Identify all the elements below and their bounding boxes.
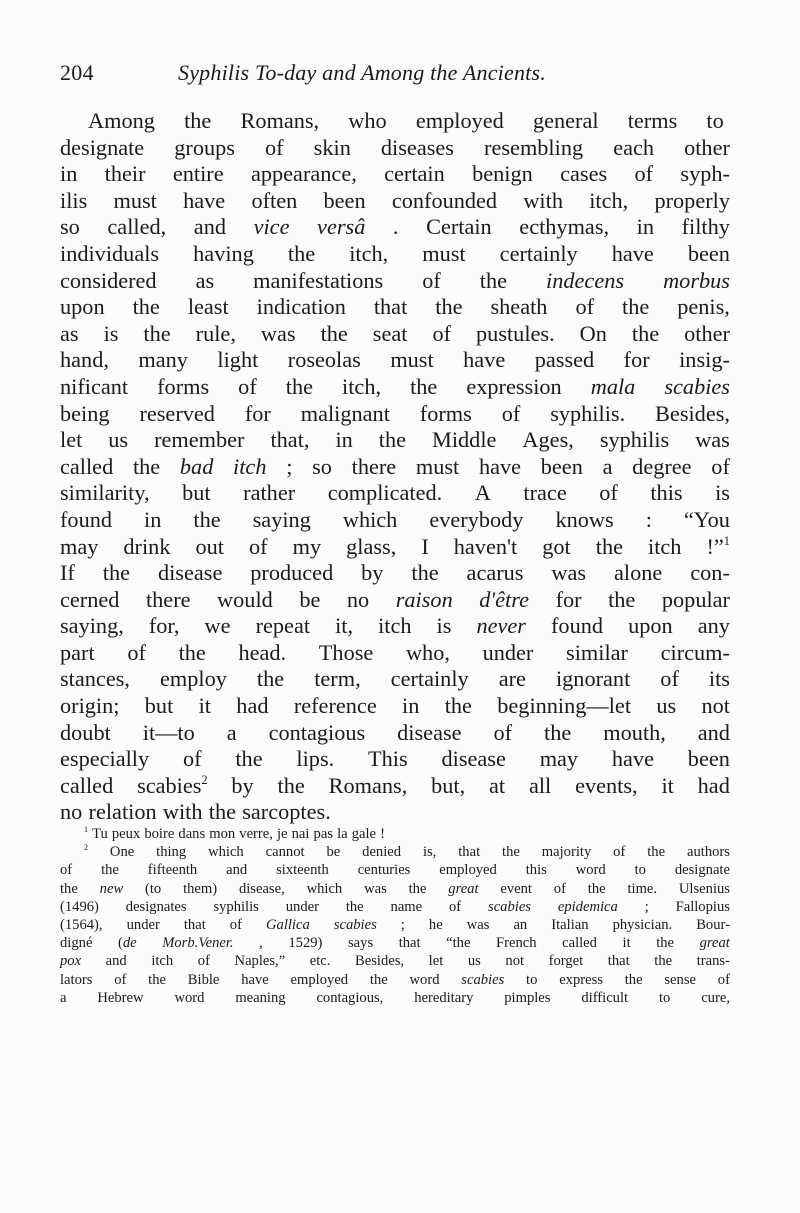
text-line: may drink out of my glass, I haven't got the itch !”$^1$ — [60, 533, 730, 559]
text-line: hand, many light roseolas must have passed for insig- — [60, 347, 730, 373]
text-line: in their entire appearance, certain benign cases of syph- — [60, 161, 730, 187]
text-line: so called, and vice versâ . Certain ecthymas, in filthy — [60, 214, 730, 240]
text-line: a Hebrew word meaning contagious, hereditary pimples difficult to cure, — [60, 989, 730, 1006]
text-line: let us remember that, in the Middle Ages, syphilis was — [60, 427, 730, 453]
text-line: $^2$ One thing which cannot be denied is, that the majority of the authors — [84, 843, 730, 861]
text-line: individuals having the itch, must certainly have been — [60, 240, 730, 266]
text-line: considered as manifestations of the indecens morbus — [60, 267, 730, 293]
text-line: called the bad itch ; so there must have been a degree of — [60, 453, 730, 479]
text-line: being reserved for malignant forms of syphilis. Besides, — [60, 400, 730, 426]
text-line: similarity, but rather complicated. A trace of this is — [60, 480, 730, 506]
page-header — [60, 60, 730, 94]
text-line: doubt it—to a contagious disease of the mouth, and — [60, 719, 730, 745]
text-line: If the disease produced by the acarus was alone con- — [60, 560, 730, 586]
text-line: lators of the Bible have employed the word scabies to express the sense of — [60, 971, 730, 988]
text-line: (1496) designates syphilis under the name of scabies epidemica ; Fallopius — [60, 898, 730, 915]
text-line: especially of the lips. This disease may have been — [60, 746, 730, 772]
running-title: Syphilis To-day and Among the Ancients. — [178, 60, 546, 85]
body-text — [60, 108, 730, 826]
text-line: found in the saying which everybody knows : “You — [60, 506, 730, 532]
text-line: cerned there would be no raison d'être for the popular — [60, 586, 730, 612]
text-line: $^1$ Tu peux boire dans mon verre, je nai pas la gale ! — [84, 824, 385, 842]
text-line: Among the Romans, who employed general terms to — [88, 108, 724, 133]
text-line: of the fifteenth and sixteenth centuries employed this word to designate — [60, 862, 730, 879]
text-line: the new (to them) disease, which was the great event of the time. Ulsenius — [60, 880, 730, 897]
text-line: saying, for, we repeat it, itch is never found upon any — [60, 613, 730, 639]
text-line: called scabies$^2$ by the Romans, but, at all events, it had — [60, 772, 730, 798]
text-line: digné (de Morb.Vener. , 1529) says that “the French called it the great — [60, 935, 730, 952]
text-line: (1564), under that of Gallica scabies ; he was an Italian physician. Bour- — [60, 917, 730, 934]
text-line: nificant forms of the itch, the expression mala scabies — [60, 373, 730, 399]
text-line: stances, employ the term, certainly are ignorant of its — [60, 666, 730, 692]
text-line: part of the head. Those who, under similar circum- — [60, 639, 730, 665]
text-line: origin; but it had reference in the beginning—let us not — [60, 693, 730, 719]
text-line: ilis must have often been confounded with itch, properly — [60, 187, 730, 213]
text-line: upon the least indication that the sheath of the penis, — [60, 294, 730, 320]
text-line: as is the rule, was the seat of pustules. On the other — [60, 320, 730, 346]
text-line: pox and itch of Naples,” etc. Besides, let us not forget that the trans- — [60, 953, 730, 970]
text-line: no relation with the sarcoptes. — [60, 799, 331, 825]
text-line: designate groups of skin diseases resembling each other — [60, 134, 730, 160]
page-number: 204 — [60, 60, 94, 85]
footnotes — [60, 825, 730, 1007]
